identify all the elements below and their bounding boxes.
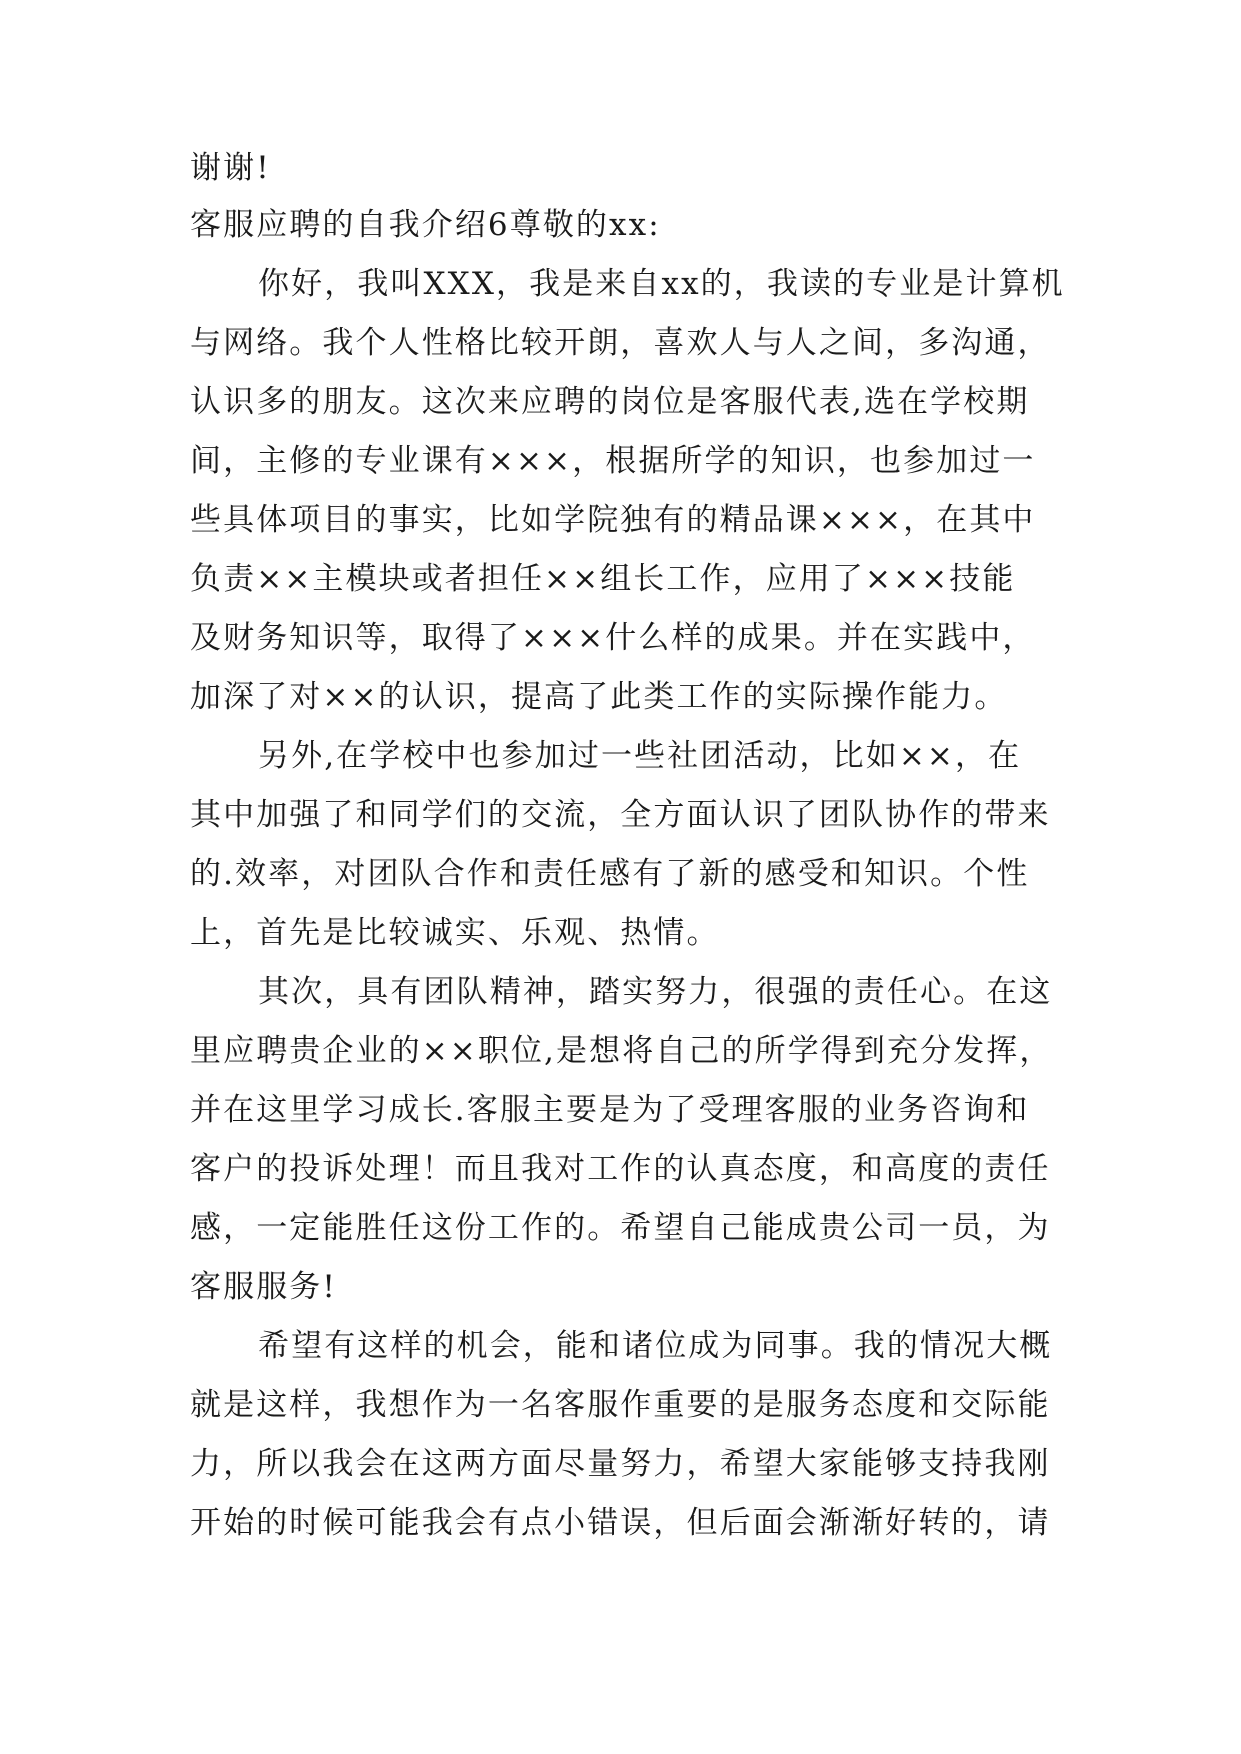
text-line: 感，一定能胜任这份工作的。希望自己能成贵公司一员，为 (190, 1210, 1051, 1246)
text-line: 客户的投诉处理！而且我对工作的认真态度，和高度的责任 (190, 1151, 1051, 1187)
text-line: 就是这样，我想作为一名客服作重要的是服务态度和交际能 (190, 1387, 1051, 1423)
paragraph-start-line: 另外,在学校中也参加过一些社团活动，比如××，在 (258, 738, 1022, 774)
text-line: 客服应聘的自我介绍6尊敬的xx: (190, 207, 661, 243)
text-line: 及财务知识等，取得了×××什么样的成果。并在实践中， (190, 620, 1036, 656)
text-line: 力，所以我会在这两方面尽量努力，希望大家能够支持我刚 (190, 1446, 1051, 1482)
text-line: 其中加强了和同学们的交流，全方面认识了团队协作的带来 (190, 797, 1051, 833)
paragraph-start-line: 希望有这样的机会，能和诸位成为同事。我的情况大概 (258, 1328, 1053, 1364)
text-line: 负责××主模块或者担任××组长工作，应用了×××技能 (190, 561, 1016, 597)
text-line: 认识多的朋友。这次来应聘的岗位是客服代表,选在学校期 (190, 384, 1030, 420)
text-line: 的.效率，对团队合作和责任感有了新的感受和知识。个性 (190, 856, 1030, 892)
text-line: 开始的时候可能我会有点小错误，但后面会渐渐好转的，请 (190, 1505, 1051, 1541)
paragraph-start-line: 其次，具有团队精神，踏实努力，很强的责任心。在这 (258, 974, 1053, 1010)
text-line: 加深了对××的认识，提高了此类工作的实际操作能力。 (190, 679, 1008, 715)
text-line: 些具体项目的事实，比如学院独有的精品课×××，在其中 (190, 502, 1036, 538)
text-line: 上，首先是比较诚实、乐观、热情。 (190, 915, 720, 951)
text-line: 谢谢! (190, 150, 271, 186)
text-line: 客服服务! (190, 1269, 337, 1305)
text-line: 里应聘贵企业的××职位,是想将自己的所学得到充分发挥， (190, 1033, 1053, 1069)
text-line: 间，主修的专业课有×××，根据所学的知识，也参加过一 (190, 443, 1036, 479)
text-line: 并在这里学习成长.客服主要是为了受理客服的业务咨询和 (190, 1092, 1030, 1128)
text-line: 与网络。我个人性格比较开朗，喜欢人与人之间，多沟通， (190, 325, 1051, 361)
paragraph-start-line: 你好，我叫XXX，我是来自xx的，我读的专业是计算机 (258, 266, 1065, 302)
